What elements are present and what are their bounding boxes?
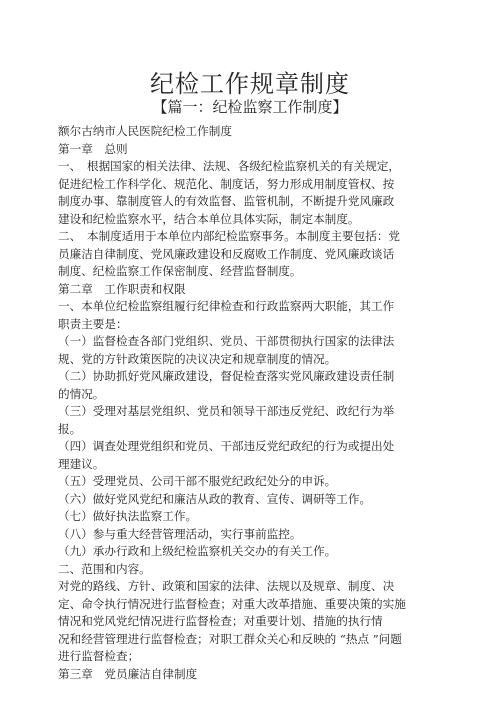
- text-line: 职责主要是：: [58, 316, 128, 331]
- chapter-heading: 第二章 工作职责和权限: [58, 281, 186, 296]
- document-subtitle: 【篇一：纪检监察工作制度】: [152, 98, 348, 116]
- text-line: 二、 本制度适用于本单位内部纪检监察事务。本制度主要包括：党: [58, 229, 401, 243]
- text-line: 理建议。: [58, 456, 105, 471]
- text-line: （九）承办行政和上级纪检监察机关交办的有关工作。: [58, 544, 337, 558]
- chapter-heading: 第三章 党员廉洁自律制度: [58, 666, 198, 681]
- text-line: 进行监督检查；: [58, 649, 140, 663]
- text-line: 报。: [58, 421, 82, 436]
- text-line: （八）参与重大经营管理活动，实行事前监控。: [58, 526, 302, 541]
- text-line: （一）监督检查各部门党组织、党员、干部贯彻执行国家的法律法: [58, 334, 395, 348]
- text-line: （二）协助抓好党风廉政建设，督促检查落实党风廉政建设责任制: [58, 369, 395, 383]
- text-line: 规、党的方针政策医院的决议决定和规章制度的情况。: [58, 351, 337, 366]
- text-line: 建设和纪检监察水平，结合本单位具体实际，制定本制度。: [58, 211, 360, 226]
- text-line: （六）做好党风党纪和廉洁从政的教育、宣传、调研等工作。: [58, 491, 372, 506]
- text-line: 况和经营管理进行监督检查；对职工群众关心和反映的 “热点 ”问题: [58, 631, 402, 646]
- text-line: （五）受理党员、公司干部不服党纪政纪处分的申诉。: [58, 474, 337, 488]
- text-line: 制度办事、靠制度管人的有效监督、监管机制，不断提升党风廉政: [58, 194, 395, 208]
- text-line: （四）调查处理党组织和党员、干部违反党纪政纪的行为或提出处: [58, 439, 395, 453]
- text-line: （七）做好执法监察工作。: [58, 509, 198, 523]
- document-body: [58, 123, 438, 683]
- text-line: 员廉洁自律制度、党风廉政建设和反腐败工作制度、党风廉政谈话: [58, 246, 395, 261]
- text-line: 情况和党风党纪情况进行监督检查；对重要计划、措施的执行情: [58, 614, 383, 628]
- text-line: 定、命令执行情况进行监督检查；对重大改革措施、重要决策的实施: [58, 596, 406, 611]
- text-line: 一、 根据国家的相关法律、法规、各级纪检监察机关的有关规定，: [58, 159, 401, 173]
- text-line: 一、本单位纪检监察组履行纪律检查和行政监察两大职能，其工作: [58, 299, 395, 313]
- document-title: 纪检工作规章制度: [150, 70, 350, 98]
- text-line: （三）受理对基层党组织、党员和领导干部违反党纪、政纪行为举: [58, 404, 395, 418]
- text-line: 的情况。: [58, 386, 105, 401]
- text-line: 二、范围和内容。: [58, 561, 151, 576]
- chapter-heading: 第一章 总则: [58, 141, 128, 156]
- text-line: 制度、纪检监察工作保密制度、经营监督制度。: [58, 264, 302, 278]
- text-line: 促进纪检工作科学化、规范化、制度话，努力形成用制度管权、按: [58, 176, 395, 191]
- text-line: 对党的路线、方针、政策和国家的法律、法规以及规章、制度、决: [58, 579, 395, 593]
- text-line: 额尔古纳市人民医院纪检工作制度: [58, 124, 232, 138]
